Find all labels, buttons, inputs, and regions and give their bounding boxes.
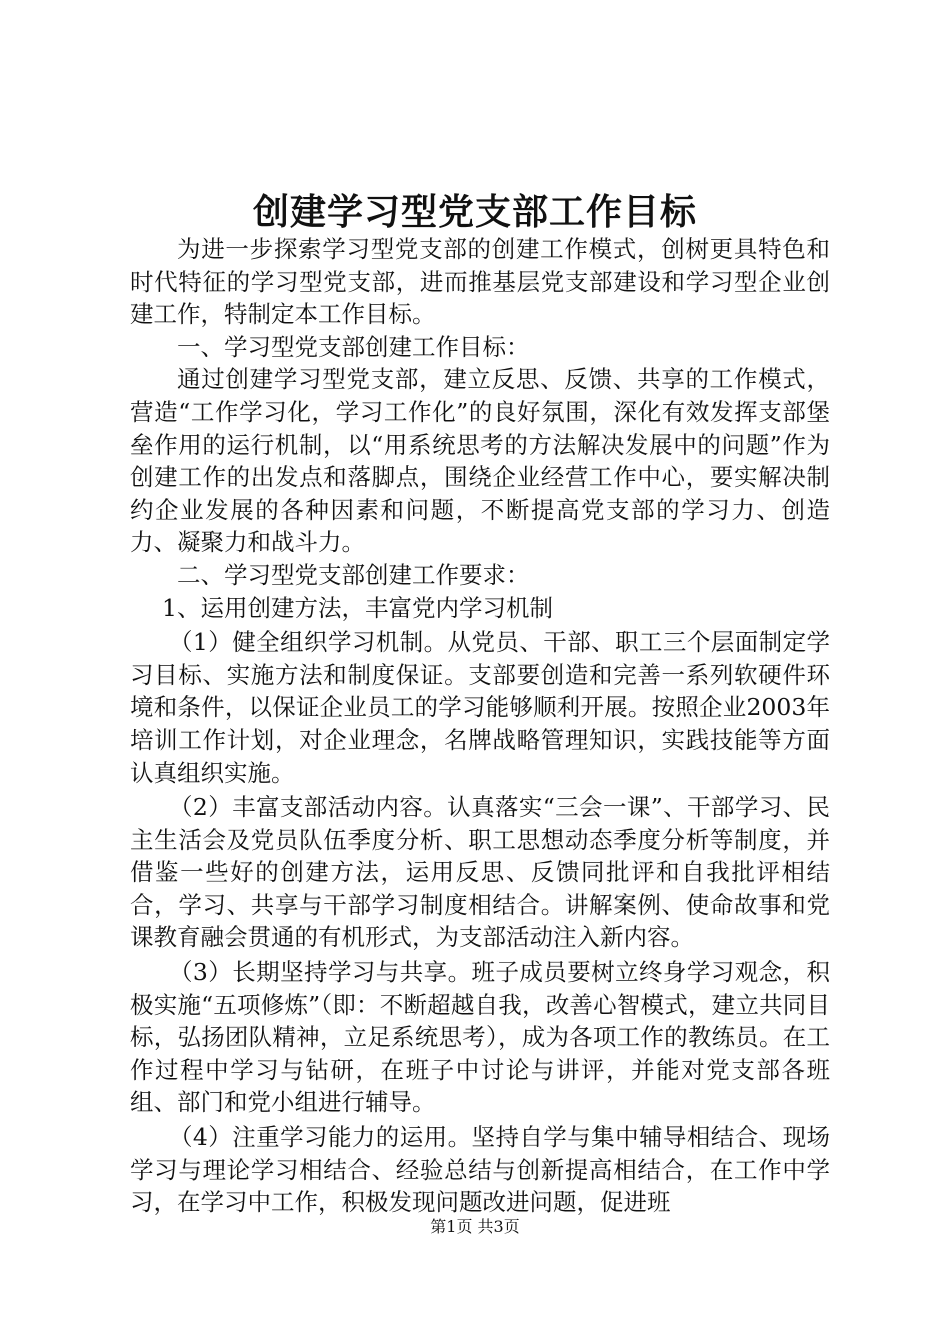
section-heading-2: 二、学习型党支部创建工作要求： bbox=[177, 560, 530, 589]
paragraph-goal: 通过创建学习型党支部，建立反思、反馈、共享的工作模式，营造“工作学习化，学习工作化”的良好氛围，深化有效发挥支部堡垒作用的运行机制，以“用系统思考的方法解决发展中的问题”作为创建工作的出发点和落脚点，围绕企业经营工作中心，要实解决制约企业发展的各种因素和问题，不断提高党支部的学习力、创造力、凝聚力和战斗力。 bbox=[130, 365, 830, 557]
subsection-heading-1: 1、运用创建方法，丰富党内学习机制 bbox=[162, 593, 553, 622]
paragraph-intro: 为进一步探索学习型党支部的创建工作模式，创树更具特色和时代特征的学习型党支部，进而推基层党支部建设和学习型企业创建工作，特制定本工作目标。 bbox=[130, 235, 830, 329]
paragraph-item-2: （2）丰富支部活动内容。认真落实“三会一课”、干部学习、民主生活会及党员队伍季度分析、职工思想动态季度分析等制度，并借鉴一些好的创建方法，运用反思、反馈同批评和自我批评相结合，学习、共享与干部学习制度相结合。讲解案例、使命故事和党课教育融会贯通的有机形式，为支部活动注入新内容。 bbox=[130, 793, 830, 952]
section-heading-1: 一、学习型党支部创建工作目标： bbox=[177, 332, 530, 361]
page-footer: 第1页 共3页 bbox=[430, 1217, 520, 1236]
paragraph-item-3: （3）长期坚持学习与共享。班子成员要树立终身学习观念，积极实施“五项修炼”（即：不断超越自我，改善心智模式，建立共同目标，弘扬团队精神，立足系统思考），成为各项工作的教练员。在工作过程中学习与钻研，在班子中讨论与讲评，并能对党支部各班组、部门和党小组进行辅导。 bbox=[130, 958, 830, 1117]
paragraph-item-1: （1）健全组织学习机制。从党员、干部、职工三个层面制定学习目标、实施方法和制度保证。支部要创造和完善一系列软硬件环境和条件，以保证企业员工的学习能够顺利开展。按照企业2003年培训工作计划，对企业理念，名牌战略管理知识，实践技能等方面认真组织实施。 bbox=[130, 628, 830, 787]
document-title: 创建学习型党支部工作目标 bbox=[252, 191, 697, 233]
paragraph-item-4: （4）注重学习能力的运用。坚持自学与集中辅导相结合、现场学习与理论学习相结合、经验总结与创新提高相结合，在工作中学习，在学习中工作，积极发现问题改进问题，促进班 bbox=[130, 1123, 830, 1217]
document-body bbox=[130, 233, 830, 1219]
